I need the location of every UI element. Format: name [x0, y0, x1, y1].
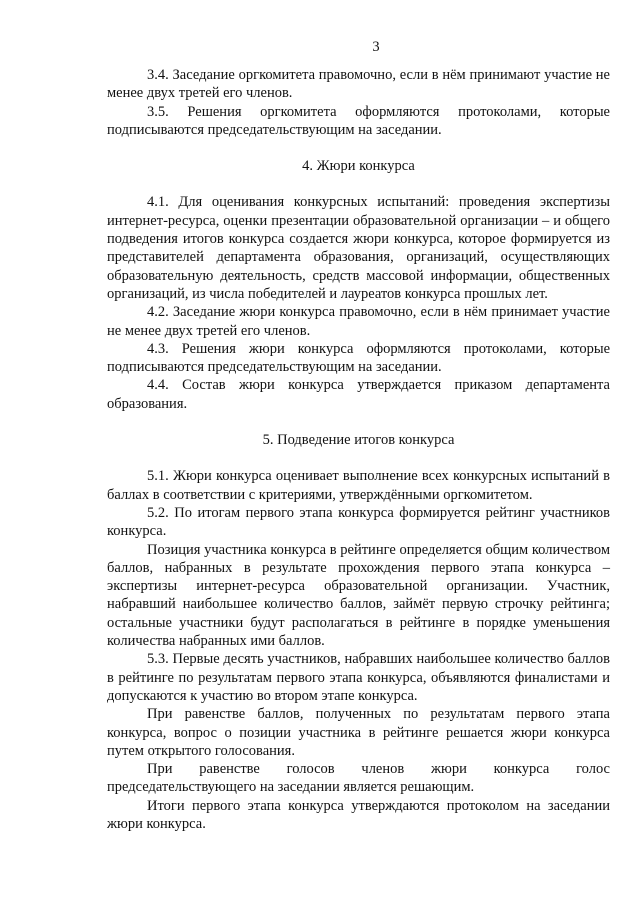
paragraph-3-5: 3.5. Решения оргкомитета оформляются протоколами, которые подписываются председательствующим на заседании.: [107, 103, 610, 138]
paragraph-4-3: 4.3. Решения жюри конкурса оформляются протоколами, которые подписываются председательствующим на заседании.: [107, 340, 610, 376]
paragraph-4-2: 4.2. Заседание жюри конкурса правомочно, если в нём принимает участие не менее двух третей его членов.: [107, 304, 610, 339]
spacer: [107, 449, 610, 467]
paragraph-tie-votes: При равенстве голосов членов жюри конкурса голос председательствующего на заседании является решающим.: [107, 761, 610, 796]
paragraph-4-4: 4.4. Состав жюри конкурса утверждается приказом департамента образования.: [107, 377, 610, 412]
paragraph-5-1: 5.1. Жюри конкурса оценивает выполнение всех конкурсных испытаний в баллах в соответствии с критериями, утверждёнными оргкомитетом.: [107, 468, 610, 503]
spacer: [107, 139, 610, 157]
paragraph-rating-position: Позиция участника конкурса в рейтинге определяется общим количеством баллов, набранных в результате прохождения первого этапа конкурса – экспертизы интернет-ресурса образовательной организации. Участник, набравший наибольшее количество баллов, займёт первую строчку рейтинга; остальные участники будут располагаться в рейтинге в порядке уменьшения количества набранных ими баллов.: [107, 541, 610, 650]
paragraph-tie-points: При равенстве баллов, полученных по результатам первого этапа конкурса, вопрос о позиции участника в рейтинге решается жюри конкурса путем открытого голосования.: [107, 706, 610, 759]
section-heading-jury: 4. Жюри конкурса: [302, 158, 415, 175]
page-number: 3: [372, 39, 380, 55]
paragraph-5-3: 5.3. Первые десять участников, набравших наибольшее количество баллов в рейтинге по результатам первого этапа конкурса, объявляются финалистами и допускаются к участию во втором этапе конкурса.: [107, 651, 610, 704]
spacer: [107, 413, 610, 431]
paragraph-5-2: 5.2. По итогам первого этапа конкурса формируется рейтинг участников конкурса.: [107, 504, 610, 540]
spacer: [107, 175, 610, 193]
paragraph-3-4: 3.4. Заседание оргкомитета правомочно, если в нём принимают участие не менее двух третей его членов.: [107, 67, 610, 102]
paragraph-4-1: 4.1. Для оценивания конкурсных испытаний: проведения экспертизы интернет-ресурса, оценки презентации образовательной организации – и общего подведения итогов конкурса создается жюри конкурса, которое формируется из представителей департамента образования, организаций, осуществляющих образовательную деятельность, средств массовой информации, общественных организаций, из числа победителей и лауреатов конкурса прошлых лет.: [107, 194, 610, 302]
section-heading-results: 5. Подведение итогов конкурса: [262, 432, 455, 449]
document-body: [107, 66, 610, 833]
paragraph-first-stage-results: Итоги первого этапа конкурса утверждаются протоколом на заседании жюри конкурса.: [107, 797, 610, 832]
